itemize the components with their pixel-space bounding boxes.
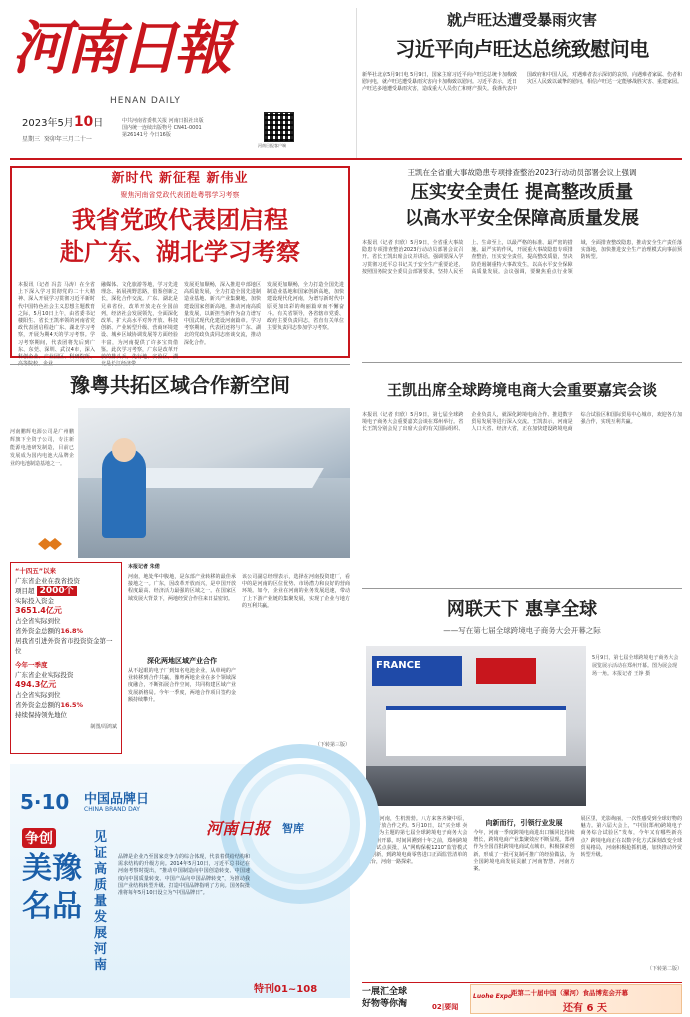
ecommerce-subheading: 向新而行，引领行业发展 [485,819,563,827]
footer-teaser-page[interactable]: 02|要闻 [432,1003,459,1011]
safety-headline-1: 压实安全责任 提高整改质量 [410,182,634,203]
handshake-icon [36,534,64,554]
expo-logo: Luohe Expo [473,993,513,1000]
safety-kicker: 王凯在全省重大事故隐患专项排查整治2023行动动员部署会议上强调 [407,168,637,177]
wangkai-body: 本报讯（记者 归欣）5月9日，第七届全球跨境电子商务大会重要嘉宾会谈在郑州举行。省长王凯分别会见了出席大会的有关国际组织、企业负责人，就深化跨境电商合作、推进数字贸易发展等进行深入交流。王凯表示，河南是人口大省、经济大省，正在加快建设跨境电商综合试验区和国际贸易中心城市，欢迎各方加强合作，实现互利共赢。 [362,412,682,433]
ad-big-right: 见证高质量发展河南 [94,830,108,973]
ecommerce-subheadline: ——写在第七届全球跨境电子商务大会开幕之际 [443,626,601,635]
photo-caption: 河南鹏辉电源公司是广州鹏辉旗下全资子公司，专注新能源电池研发制造，目前已发展成为国内电池大品牌企业的电池制造基地之一。 [10,429,74,467]
cooperation-story: 豫粤共拓区域合作新空间 河南鹏辉电源公司是广州鹏辉旗下全资子公司，专注新能源电池研发制造，目前已发展成为国内电池大品牌企业的电池制造基地之一。 “十四五”以来 广东省企业在我省投资 项目超 2000个 实际投入资金 3651.4亿元 占全省实际到位 省外资金总额的16.8% 居我省引进外资省市投资资金第一位 今年一季度 广东省企业实际投资 494.3亿元 占全省实际到位 省外资金总额的16.5% 持续保持领先地位 制图/周鸿斌 本报记者 朱偌 河南，地处华中腹地，是东部产业转移的最佳承接地之一。广东，因改革开放而兴，是中国开放程度最高、经济活力最强的区域之一。在国家区域发展大背景下，两地经贸合作往来日益密切。 深化两地区域产业合作 从不起眼的电子厂到知名电池企业，从单纯的产业转移到合作共赢，豫粤两地企业在多个领域深度融合，不断拓展合作空间，共同构建区域产业发展新格局。今年一季度，两地合作项目签约金额持续攀升。 该公司副总经理表示，选择在河南投资建厂，看中的是河南的区位优势、市场潜力和良好的营商环境。如今，企业在河南的业务发展迅速，带动了上下游产业链的集聚发展，实现了企业与地方的互利共赢。 （下转第三版） [10,368,350,758]
expo-photo: FRANCE [366,646,586,806]
brand-en: CHINA BRAND DAY [84,806,140,813]
ad-big-2: 美豫 [22,851,82,886]
wangkai-story [362,372,682,522]
cooperation-body-col1: 河南，地处华中腹地，是东部产业转移的最佳承接地之一。广东，因改革开放而兴，是中国开放程度最高、经济活力最强的区域之一。在国家区域发展大背景下，两地经贸合作往来日益密切。 [128,574,236,602]
feature-banner: 新时代 新征程 新伟业 [111,171,249,186]
masthead-date: 2023年5月10日 [22,114,104,130]
masthead-logo: 河南日報 [12,14,229,82]
ad-zhiku: 智库 [282,822,304,835]
qr-caption: 河南日报客户端 [258,143,286,148]
masthead-subtitle: HENAN DAILY [110,96,181,106]
brand-cn: 中国品牌日 [84,792,150,807]
expo-photo-caption: 5月9日，第七届全球跨境电子商务大会展览展示活动在郑州开幕。图为展会现场一角。本报记者 王铮 摄 [592,655,679,677]
top-story [362,8,682,138]
factory-photo [78,408,350,558]
left-feature [10,166,350,361]
ad-body: 品牌是企业乃至国家竞争力的综合体现，代表着供给结构和需求结构的升级方向。2014年5月10日，习近平总书记在河南考察时提出，“推动中国制造向中国创造转变、中国速度向中国质量转变、中国产品向中国品牌转变”，为推动我国产业结构转型升级、打造中国品牌指明了方向。国务院批准将每年5月10日设立为“中国品牌日”。 [118,854,250,897]
ad-big-3: 名品 [22,889,82,924]
safety-story [362,166,682,360]
brand-day-ad [10,764,350,998]
top-story-kicker: 就卢旺达遭受暴雨灾害 [446,11,597,29]
feature-body-col4: 发展更加顺畅，全力打造全国先进制造业基地和国家创新高地，加快建设现代化河南，为谱写新时代中原更加出彩的绚丽篇章而不懈奋斗。有关省领导，各省辖市党委、政府主要负责同志，省直有关单位主要负责同志参加学习考察。 [267,282,344,332]
feature-body-col3: 发展更加顺畅，深入推进中部地区高质量发展，全力打造全国先进制造业基地、新兴产业集聚地，加快建设国家创新高地，推动河南高质量发展，以新担当新作为奋力谱写中国式现代化建设河南篇章。学习考察期间，代表团还将与广东、湖北的党政负责同志座谈交流，推动深化合作。 [184,282,261,346]
cooperation-headline: 豫粤共拓区域合作新空间 [70,373,290,397]
food-expo-banner: Luohe Expo 距第二十届中国（漯河）食品博览会开幕 还有 6 天 [470,984,682,1014]
feature-banner-sub: 聚焦河南省党政代表团赴粤鄂学习考察 [120,191,240,199]
ecommerce-story: 网联天下 惠享全球 ——写在第七届全球跨境电子商务大会开幕之际 FRANCE 5月9日，第七届全球跨境电子商务大会展览展示活动在郑州开幕。图为展会现场一角。本报记者 王铮 摄 5月的河南，生机勃勃。八方来客齐聚中原，共赴开放合作之约。5月10日，以“买全球 卖全球”为主题的第七届全球跨境电子商务大会在郑州开幕。时间回溯到十年之前，郑州跨境电商试点获批，从“网购保税1210”监管模式的创新，到跨境电商零售进口正面监管清单的出台，河南一路探索。 向新而行，引领行业发展 今年，河南一季度跨境电商进出口额同比持续增长，跨境电商产业集聚效应不断显现。郑州作为全国首批跨境电商试点城市，积极探索创新，形成了一批可复制可推广的经验做法，为全国跨境电商发展贡献了河南智慧、河南方案。 展区里，光影绚丽，一次性感受到全球好物的魅力。第六届大会上，“中国(郑州)跨境电子商务综合试验区”发布，今年又有哪些新亮点？跨境电商正在以数字化方式深刻改变全球贸易格局，河南积极抢抓机遇，加快推动外贸转型升级。 （下转第二版） [362,596,682,980]
top-story-body: 新华社北京5月9日电 5月9日，国家主席习近平向卢旺达总统卡加梅致慰问电，就卢旺达遭受暴雨灾害向卡加梅致以慰问。习近平表示，近日卢旺达多地遭受暴雨灾害，造成重大人员伤亡和财产损失。我谨代表中国政府和中国人民，对遇难者表示深切的哀悼，向遇难者家属、伤者和灾区人民致以诚挚的慰问，相信卢旺达一定能够战胜灾害、重建家园。 [362,72,683,93]
brand-date: 5·10 [20,790,70,814]
cooperation-byline: 本报记者 朱偌 [128,564,160,570]
ad-logo: 河南日报 [206,819,271,838]
ad-big-1: 争创 [22,828,56,848]
feature-headline-2: 赴广东、湖北学习考察 [60,237,300,266]
top-story-headline: 习近平向卢旺达总统致慰问电 [395,37,649,61]
ecommerce-body-col1: 5月的河南，生机勃勃。八方来客齐聚中原，共赴开放合作之约。5月10日，以“买全球 卖全球”为主题的第七届全球跨境电子商务大会在郑州开幕。时间回溯到十年之前，郑州跨境电商试点获批，从“网购保税1210”监管模式的创新，到跨境电商零售进口正面监管清单的出台，河南一路探索。 [366,816,468,866]
cooperation-body-col3: 该公司副总经理表示，选择在河南投资建厂，看中的是河南的区位优势、市场潜力和良好的营商环境。如今，企业在河南的业务发展迅速，带动了上下游产业链的集聚发展，实现了企业与地方的互利共赢。 [242,574,350,609]
feature-body-col1: 本报讯（记者 冯芸 马涛）在全省上下深入学习贯彻党的二十大精神、深入开展学习贯彻习近平新时代中国特色社会主义思想主题教育之际，5月10日上午，由省委书记楼阳生、省长王凯率领的河南省党政代表团启程赴广东、湖北学习考察，开展为期4天的学习考察。学习考察期间，代表团将先后到广东、东莞、深圳、武汉4市，深入科创企业、产业园区、科研院所、 [18,282,95,361]
masthead-publisher: 中共河南省委机关报 河南日报社出版 国内统一连续出版物号 CN41-0001 第26141号 今日16版 [122,118,204,138]
ad-special-label: 特刊01~108 [254,984,318,995]
wangkai-headline: 王凯出席全球跨境电商大会重要嘉宾会谈 [386,381,657,399]
stats-box: “十四五”以来 广东省企业在我省投资 项目超 2000个 实际投入资金 3651.4亿元 占全省实际到位 省外资金总额的16.8% 居我省引进外资省市投资资金第一位 今年一季度 广东省企业实际投资 494.3亿元 占全省实际到位 省外资金总额的16.5% 持续保持领先地位 制图/周鸿斌 [10,562,122,754]
ecommerce-headline: 网联天下 惠享全球 [446,599,598,620]
footer-teaser[interactable]: 一展汇全球 好物等你淘 [362,987,408,1009]
safety-headline-2: 以高水平安全保障高质量发展 [405,208,639,229]
cooperation-subheading: 深化两地区域产业合作 [147,657,217,665]
feature-headline-1: 我省党政代表团启程 [72,205,288,234]
feature-body-col2: 融媒体、文化旅游等地，学习先进理念、拓展视野思路，借鉴创新之长，深化合作交流。广东、湖北是兄弟省份，改革开放走在全国前列，经济社会发展领先，全面深化改革、扩大高水平对外开放、科技创新、产业转型升级、营商环境建设、城乡区域协调发展等方面经验丰富，为河南提供了许多宝贵借鉴。此次学习考察，广东是改革开放的排头兵，先行地、实验区，湖 [101,282,178,361]
safety-body: 本报讯（记者 归欣）5月9日，全省重大事故隐患专项排查整治2023行动动员部署会议召开。省长王凯出席会议并讲话。强调要深入学习贯彻习近平总书记关于安全生产重要论述，按照国务院安全委员会部署要求，坚持人民至上、生命至上，以最严格的标准、最严密的措施、最严实的作风，开展重大事故隐患专项排查整治，压实安全责任，提高整改质量，坚决防范遏制重特大事故发生，以高水平安全保障高质量发展。会议强调，要聚焦重点行业领域，全面排查整改隐患，推动安全生产责任落实落地，加快推进安全生产治理模式向事前预防转型。 [362,240,682,275]
masthead-weekday: 星期三 癸卯年三月二十一 [22,136,92,143]
qr-code [264,112,294,142]
countdown: 还有 6 天 [563,1003,607,1014]
